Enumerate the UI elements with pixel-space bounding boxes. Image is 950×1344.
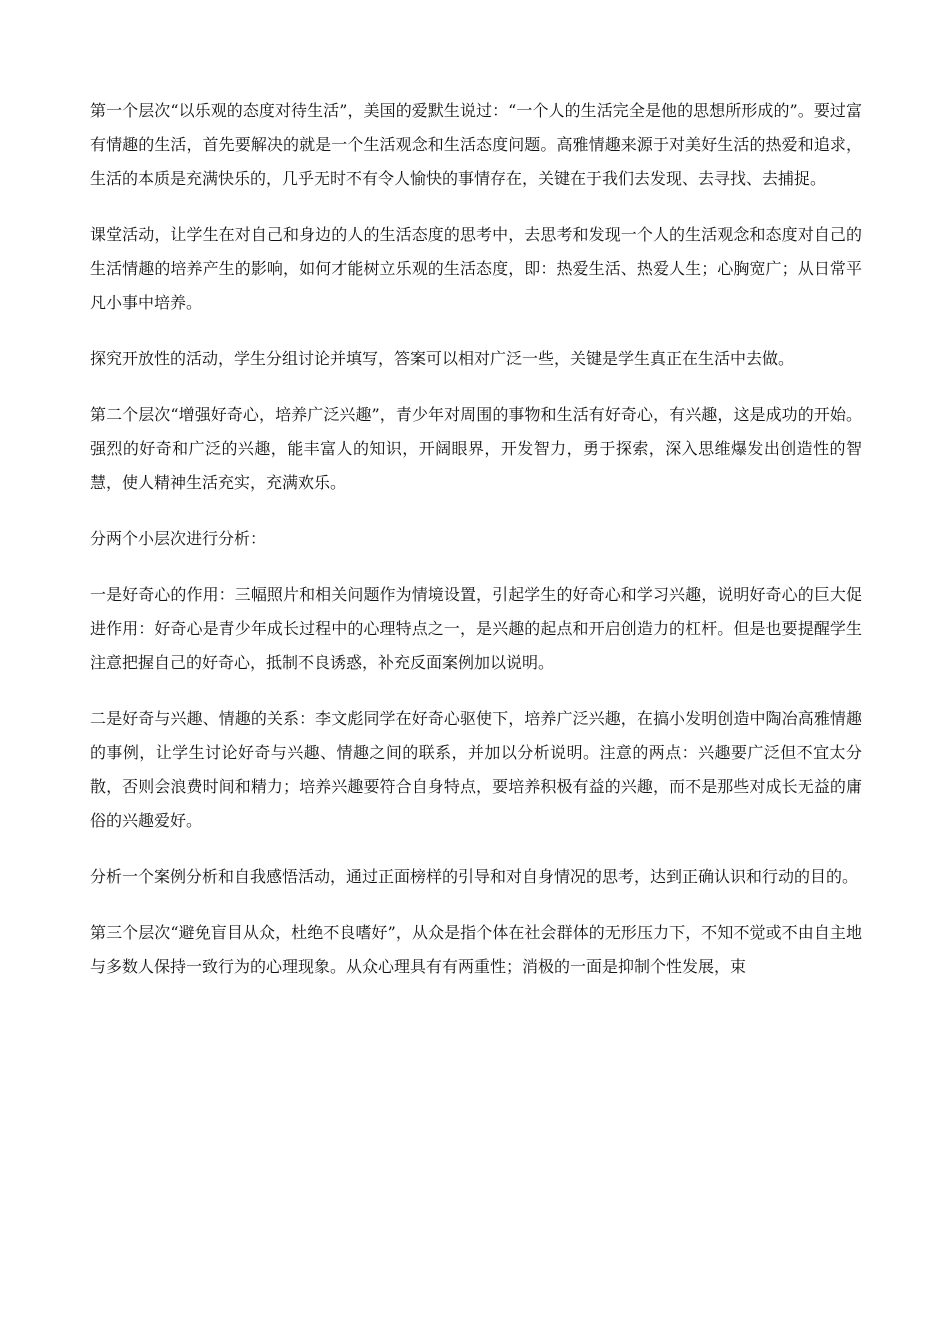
paragraph-two-sub-levels: 分两个小层次进行分析： [90,529,267,548]
paragraph-curiosity-interest-relation: 二是好奇与兴趣、情趣的关系：李文彪同学在好奇心驱使下，培养广泛兴趣，在搞小发明创造中陶冶高雅情趣的事例，让学生讨论好奇与兴趣、情趣之间的联系，并加以分析说明。注意的两点：兴趣要广泛但不宜太分散，否则会浪费时间和精力；培养兴趣要符合自身特点，要培养积极有益的兴趣，而不是那些对成长无益的庸俗的兴趣爱好。 [90,709,862,830]
paragraph-case-analysis: 分析一个案例分析和自我感悟活动，通过正面榜样的引导和对自身情况的思考，达到正确认识和行动的目的。 [90,867,859,886]
paragraph-role-of-curiosity: 一是好奇心的作用：三幅照片和相关问题作为情境设置，引起学生的好奇心和学习兴趣，说明好奇心的巨大促进作用：好奇心是青少年成长过程中的心理特点之一，是兴趣的起点和开启创造力的杠杆。但是也要提醒学生注意把握自己的好奇心，抵制不良诱惑，补充反面案例加以说明。 [90,585,862,672]
paragraph-classroom-activity: 课堂活动，让学生在对自己和身边的人的生活态度的思考中，去思考和发现一个人的生活观念和态度对自己的生活情趣的培养产生的影响，如何才能树立乐观的生活态度，即：热爱生活、热爱人生；心胸宽广；从日常平凡小事中培养。 [90,225,862,312]
paragraph-open-inquiry-activity: 探究开放性的活动，学生分组讨论并填写，答案可以相对广泛一些，关键是学生真正在生活中去做。 [90,349,795,368]
paragraph-level-one-optimism: 第一个层次“以乐观的态度对待生活”，美国的爱默生说过：“一个人的生活完全是他的思想所形成的”。要过富有情趣的生活，首先要解决的就是一个生活观念和生活态度问题。高雅情趣来源于对美好生活的热爱和追求，生活的本质是充满快乐的，几乎无时不有令人愉快的事情存在，关键在于我们去发现、去寻找、去捕捉。 [90,101,862,188]
paragraph-level-two-curiosity: 第二个层次“增强好奇心，培养广泛兴趣”，青少年对周围的事物和生活有好奇心，有兴趣，这是成功的开始。强烈的好奇和广泛的兴趣，能丰富人的知识，开阔眼界，开发智力，勇于探索，深入思维爆发出创造性的智慧，使人精神生活充实，充满欢乐。 [90,405,862,492]
document-page [90,94,862,1006]
paragraph-level-three-conformity: 第三个层次“避免盲目从众，杜绝不良嗜好”，从众是指个体在社会群体的无形压力下，不知不觉或不由自主地与多数人保持一致行为的心理现象。从众心理具有有两重性；消极的一面是抑制个性发展，束 [90,923,862,976]
